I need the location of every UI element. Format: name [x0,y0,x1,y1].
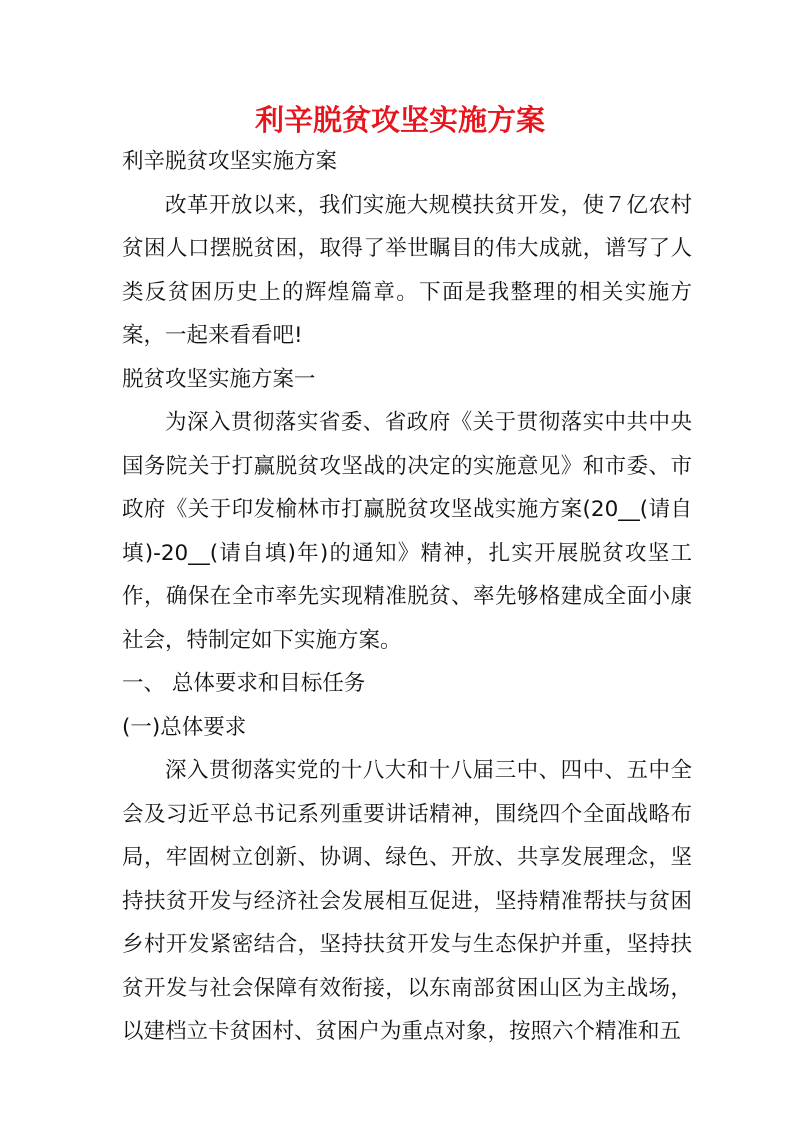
subsection-heading-overall-requirements: (一)总体要求 [122,714,247,740]
requirements-paragraph: 深入贯彻落实党的十八大和十八届三中、四中、五中全会及习近平总书记系列重要讲话精神，围绕四个全面战略布局，牢固树立创新、协调、绿色、开放、共享发展理念，坚持扶贫开发与经济社会发展相互促进，坚持精准帮扶与贫困乡村开发紧密结合，坚持扶贫开发与生态保护并重，坚持扶贫开发与社会保障有效衔接，以东南部贫困山区为主战场，以建档立卡贫困村、贫困户为重点对象，按照六个精准和五 [122,758,692,1044]
intro-paragraph: 改革开放以来，我们实施大规模扶贫开发，使７亿农村贫困人口摆脱贫困，取得了举世瞩目的伟大成就，谱写了人类反贫困历史上的辉煌篇章。下面是我整理的相关实施方案，一起来看看吧! [122,192,692,348]
document-title: 利辛脱贫攻坚实施方案 [254,103,545,137]
section-heading-plan-one: 脱贫攻坚实施方案一 [122,366,316,392]
document-body [122,140,692,1054]
plan-purpose-paragraph: 为深入贯彻落实省委、省政府《关于贯彻落实中共中央国务院关于打赢脱贫攻坚战的决定的实施意见》和市委、市政府《关于印发榆林市打赢脱贫攻坚战实施方案(20__(请自填)-20__(请自填)年)的通知》精神，扎实开展脱贫攻坚工作，确保在全市率先实现精准脱贫、率先够格建成全面小康社会，特制定如下实施方案。 [122,410,692,653]
section-heading-general-requirements: 一、 总体要求和目标任务 [122,671,366,696]
subtitle-line: 利辛脱贫攻坚实施方案 [122,149,338,174]
